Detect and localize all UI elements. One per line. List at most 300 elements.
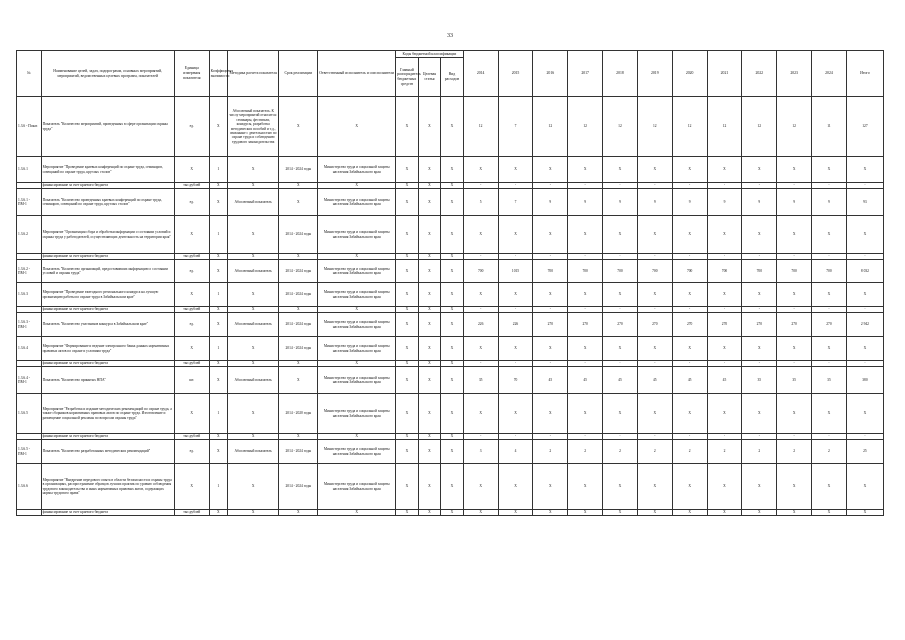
cell-num: 1.3.6.5 [17,394,42,434]
cell-year-value: - [672,434,707,440]
cell-name: Показатель "Количество организаций, предоставивших информацию о состоянии условий и охраны труда" [41,260,174,283]
cell-name: Мероприятие "Формирование и ведение электронного банка данных нормативных правовых актов по охране и условиям труда" [41,337,174,361]
cell-method: X [228,283,279,307]
cell-year-value: - [603,361,638,367]
cell-year-value: - [533,183,568,189]
cell-year-value: 9 [533,189,568,216]
cell-unit: тыс.рублей [174,434,209,440]
cell-name: финансирование за счет краевого бюджета [41,434,174,440]
cell-total: 8 032 [846,260,883,283]
cell-year-value: - [498,254,533,260]
cell-year-value: - [672,254,707,260]
cell-resp: X [318,434,396,440]
cell-name: Показатель "Количество принятых НПА" [41,367,174,394]
cell-year-value: X [777,394,812,434]
cell-year-value: X [742,464,777,510]
cell-year-value: - [742,183,777,189]
cell-name: Показатель "Количество разработанных методических рекомендаций" [41,440,174,464]
cell-c3: X [441,361,464,367]
cell-period: X [279,367,318,394]
cell-year-value: X [707,283,742,307]
cell-year-value: 2 [742,440,777,464]
cell-period: 2014 - 2024 годы [279,157,318,183]
table-row [17,97,884,157]
col-code-grbs: Главный распорядитель бюджетных средств [396,58,419,97]
cell-c1: X [396,337,419,361]
cell-year-value: X [707,337,742,361]
cell-coef: X [209,361,227,367]
cell-c1: X [396,216,419,254]
cell-c3: X [441,254,464,260]
cell-unit: X [174,394,209,434]
cell-year-value: 12 [463,97,498,157]
cell-year-value: X [637,394,672,434]
cell-period: X [279,361,318,367]
cell-year-value: - [707,361,742,367]
table-row [17,313,884,337]
cell-unit: тыс.рублей [174,361,209,367]
cell-name: финансирование за счет краевого бюджета [41,254,174,260]
cell-c3: X [441,307,464,313]
cell-year-value: 270 [707,313,742,337]
cell-resp: Министерство труда и социальной защиты населения Забайкальского края [318,367,396,394]
cell-name: финансирование за счет краевого бюджета [41,361,174,367]
cell-year-value: 9 [812,189,847,216]
cell-year-value: - [812,183,847,189]
cell-year-value: X [603,464,638,510]
cell-year-value: X [498,337,533,361]
cell-c2: X [418,394,441,434]
cell-year-value: - [777,307,812,313]
cell-year-value: X [742,157,777,183]
cell-c2: X [418,97,441,157]
cell-year-value: - [603,307,638,313]
cell-total: X [846,464,883,510]
cell-year-value: X [498,510,533,516]
cell-year-value: 45 [603,367,638,394]
cell-unit: ед. [174,97,209,157]
cell-resp: Министерство труда и социальной защиты населения Забайкальского края [318,394,396,434]
cell-year-value: - [777,434,812,440]
cell-c3: X [441,189,464,216]
cell-method: X [228,464,279,510]
cell-year-value: 9 [672,189,707,216]
cell-method: Абсолютный показатель [228,367,279,394]
cell-year-value: 35 [463,367,498,394]
cell-coef: 1 [209,337,227,361]
cell-num: 1.3.6.3 [17,283,42,307]
cell-year-value: - [568,434,603,440]
cell-year-value: 2 [603,440,638,464]
col-budget-codes: Коды бюджетной классификации [396,51,464,58]
cell-coef: X [209,97,227,157]
cell-total: 127 [846,97,883,157]
cell-year-value: X [603,394,638,434]
cell-year-value: X [637,510,672,516]
cell-year-value: 70 [498,367,533,394]
cell-year-value: - [672,361,707,367]
col-coef: Коэффициент значимости [209,51,227,97]
cell-year-value: X [568,283,603,307]
cell-resp: X [318,307,396,313]
cell-year-value: 9 [777,189,812,216]
cell-year-value: X [777,216,812,254]
table-header [17,51,884,97]
cell-c3: X [441,434,464,440]
cell-year-value: - [498,183,533,189]
cell-resp: X [318,254,396,260]
cell-year-value: 35 [777,367,812,394]
cell-year-value: X [533,337,568,361]
cell-year-value: - [568,254,603,260]
cell-total: - [846,361,883,367]
cell-c1: X [396,283,419,307]
cell-unit: шт. [174,367,209,394]
cell-year-value: 11 [812,97,847,157]
cell-coef: X [209,189,227,216]
cell-c2: X [418,189,441,216]
cell-year-value: X [672,510,707,516]
cell-unit: X [174,216,209,254]
cell-year-value: X [707,464,742,510]
cell-unit: ед. [174,189,209,216]
cell-year-value: X [812,394,847,434]
cell-year-value: X [742,283,777,307]
cell-year-value: X [672,216,707,254]
cell-year-value: - [463,307,498,313]
cell-year-value: 2 [672,440,707,464]
cell-method: X [228,337,279,361]
cell-c3: X [441,216,464,254]
cell-resp: Министерство труда и социальной защиты населения Забайкальского края [318,216,396,254]
cell-resp: Министерство труда и социальной защиты населения Забайкальского края [318,157,396,183]
cell-c3: X [441,313,464,337]
cell-c3: X [441,440,464,464]
cell-name: Показатель "Количество проведенных краевых конференций по охране труда, семинаров, совещаний по охране труда, круглых столов" [41,189,174,216]
col-code-expense: Вид расходов [441,58,464,97]
cell-c3: X [441,367,464,394]
cell-year-value: - [498,434,533,440]
cell-c3: X [441,394,464,434]
cell-year-value: 12 [637,97,672,157]
cell-method: X [228,157,279,183]
cell-unit: тыс.рублей [174,307,209,313]
cell-year-value: X [568,337,603,361]
cell-c1: X [396,97,419,157]
cell-period: X [279,183,318,189]
col-year: 2019 [637,51,672,97]
cell-year-value: X [603,216,638,254]
cell-year-value: - [637,254,672,260]
cell-year-value: 1015 [498,260,533,283]
cell-year-value: - [742,254,777,260]
cell-coef: X [209,434,227,440]
col-year: 2015 [498,51,533,97]
col-year: 2014 [463,51,498,97]
cell-total: 380 [846,367,883,394]
col-unit: Единица измерения показателя [174,51,209,97]
table-row [17,440,884,464]
table-row [17,464,884,510]
col-code-target: Целевая статья [418,58,441,97]
cell-year-value: X [707,394,742,434]
cell-coef: 1 [209,283,227,307]
cell-total: X [846,510,883,516]
cell-c1: X [396,464,419,510]
col-num: № [17,51,42,97]
cell-year-value: X [812,510,847,516]
cell-name: финансирование за счет краевого бюджета [41,510,174,516]
col-year: 2020 [672,51,707,97]
cell-year-value: - [777,361,812,367]
cell-year-value: - [463,434,498,440]
cell-resp: Министерство труда и социальной защиты населения Забайкальского края [318,464,396,510]
cell-method: Абсолютный показатель [228,440,279,464]
cell-c1: X [396,440,419,464]
cell-total: 25 [846,440,883,464]
cell-resp: Министерство труда и социальной защиты населения Забайкальского края [318,189,396,216]
cell-year-value: X [463,394,498,434]
cell-year-value: 7 [498,97,533,157]
cell-period: 2014 - 2024 годы [279,440,318,464]
cell-name: финансирование за счет краевого бюджета [41,307,174,313]
cell-year-value: - [742,307,777,313]
cell-year-value: 35 [742,367,777,394]
cell-year-value: 9 [568,189,603,216]
cell-year-value: 226 [463,313,498,337]
cell-c3: X [441,183,464,189]
cell-coef: 1 [209,394,227,434]
cell-year-value: X [603,510,638,516]
cell-year-value: X [603,157,638,183]
cell-name: Мероприятие "Разработка и издание методических рекомендаций по охране труда, а также сборников нормативных правовых актов по охране труда. Изготовление и размещение социальной рекламы по вопросам охраны труда" [41,394,174,434]
cell-total: X [846,337,883,361]
cell-year-value: - [568,361,603,367]
cell-year-value: X [637,157,672,183]
cell-year-value: X [533,464,568,510]
cell-period: X [279,97,318,157]
cell-year-value: X [637,283,672,307]
cell-c2: X [418,216,441,254]
cell-c2: X [418,337,441,361]
cell-year-value: 12 [672,97,707,157]
cell-year-value: 2 [812,440,847,464]
cell-unit: тыс.рублей [174,254,209,260]
cell-year-value: - [742,434,777,440]
cell-year-value: - [637,361,672,367]
cell-c3: X [441,337,464,361]
cell-year-value: X [777,510,812,516]
cell-c1: X [396,307,419,313]
cell-num: 1.3.6.1 - ПМ-1 [17,189,42,216]
cell-name: финансирование за счет краевого бюджета [41,183,174,189]
cell-year-value: 270 [603,313,638,337]
cell-num [17,510,42,516]
cell-c3: X [441,283,464,307]
cell-year-value: - [568,307,603,313]
cell-coef: X [209,440,227,464]
cell-year-value: - [777,254,812,260]
cell-year-value: 226 [498,313,533,337]
cell-period: 2014 - 2024 годы [279,337,318,361]
cell-name: Мероприятие "Внедрение передового опыта в области безопасности и охраны труда в организациях, распространение образцов лучших практик по уровню соблюдения трудового законодательства и иных нормативных правовых актов, содержащих нормы трудового права" [41,464,174,510]
cell-c2: X [418,367,441,394]
cell-year-value: 45 [637,367,672,394]
col-year: 2017 [568,51,603,97]
cell-unit: ед. [174,440,209,464]
cell-total: X [846,283,883,307]
cell-resp: Министерство труда и социальной защиты населения Забайкальского края [318,337,396,361]
cell-coef: X [209,307,227,313]
cell-year-value: - [533,307,568,313]
cell-year-value: 7 [498,189,533,216]
cell-method: Абсолютный показатель [228,189,279,216]
cell-year-value: X [672,464,707,510]
cell-resp: Министерство труда и социальной защиты населения Забайкальского края [318,313,396,337]
cell-year-value: 700 [707,260,742,283]
cell-period: X [279,254,318,260]
cell-year-value: - [603,254,638,260]
col-year: 2018 [603,51,638,97]
cell-c2: X [418,510,441,516]
cell-year-value: - [707,183,742,189]
cell-num: 1.3.6.4 [17,337,42,361]
cell-year-value: 2 [533,440,568,464]
cell-coef: X [209,510,227,516]
cell-resp: Министерство труда и социальной защиты населения Забайкальского края [318,283,396,307]
cell-coef: X [209,254,227,260]
cell-period: X [279,307,318,313]
cell-num: 1.3.6.2 [17,216,42,254]
cell-year-value: X [672,157,707,183]
cell-period: 2014 - 2024 годы [279,313,318,337]
cell-method: X [228,394,279,434]
cell-num: 1.3.6.6 [17,464,42,510]
cell-c2: X [418,157,441,183]
cell-year-value: - [463,361,498,367]
cell-year-value: - [742,361,777,367]
cell-year-value: X [742,337,777,361]
cell-c3: X [441,97,464,157]
cell-year-value: 700 [463,260,498,283]
cell-year-value: X [777,337,812,361]
cell-unit: тыс.рублей [174,510,209,516]
cell-year-value: 270 [812,313,847,337]
cell-total: 93 [846,189,883,216]
cell-year-value: 12 [568,97,603,157]
cell-method: X [228,183,279,189]
cell-coef: X [209,260,227,283]
cell-year-value: 12 [603,97,638,157]
cell-c1: X [396,157,419,183]
page-number: 33 [447,33,453,39]
col-total: Итого [846,51,883,97]
cell-year-value: 35 [812,367,847,394]
cell-year-value: X [533,216,568,254]
cell-year-value: X [498,283,533,307]
cell-total: X [846,157,883,183]
cell-year-value: 3 [463,440,498,464]
cell-c1: X [396,254,419,260]
cell-c2: X [418,183,441,189]
cell-name: Показатель "Количество мероприятий, проведенных в сфере организации охраны труда" [41,97,174,157]
cell-unit: ед. [174,313,209,337]
cell-year-value: 45 [672,367,707,394]
cell-year-value: 9 [637,189,672,216]
cell-year-value: 2 [777,440,812,464]
cell-year-value: - [533,361,568,367]
cell-year-value: X [707,216,742,254]
cell-year-value: 270 [777,313,812,337]
cell-year-value: - [603,434,638,440]
cell-year-value: - [637,307,672,313]
cell-year-value: 270 [533,313,568,337]
cell-year-value: 12 [777,97,812,157]
cell-year-value: X [777,283,812,307]
cell-year-value: X [742,394,777,434]
cell-year-value: X [463,283,498,307]
cell-c2: X [418,434,441,440]
cell-year-value: X [463,510,498,516]
table-row [17,283,884,307]
cell-c1: X [396,183,419,189]
cell-year-value: X [498,464,533,510]
cell-unit: X [174,337,209,361]
table-row [17,394,884,434]
cell-num: 1.3.6.1 [17,157,42,183]
cell-method: X [228,434,279,440]
cell-year-value: 45 [568,367,603,394]
cell-c3: X [441,510,464,516]
cell-year-value: X [463,337,498,361]
cell-year-value: X [707,510,742,516]
cell-year-value: X [812,283,847,307]
cell-year-value: 700 [742,260,777,283]
cell-name: Мероприятие "Проведение ежегодного регионального конкурса на лучшую организацию работы по охране труда в Забайкальском крае" [41,283,174,307]
cell-year-value: X [777,464,812,510]
cell-total: - [846,307,883,313]
cell-year-value: X [812,157,847,183]
cell-year-value: X [812,464,847,510]
cell-year-value: 700 [672,260,707,283]
cell-year-value: 270 [672,313,707,337]
cell-year-value: - [707,254,742,260]
col-year: 2022 [742,51,777,97]
cell-year-value: 12 [533,97,568,157]
cell-c1: X [396,394,419,434]
cell-year-value: X [568,510,603,516]
cell-year-value: - [812,254,847,260]
cell-year-value: - [498,307,533,313]
cell-c2: X [418,283,441,307]
cell-c1: X [396,361,419,367]
cell-year-value: X [533,157,568,183]
cell-method: Абсолютный показатель [228,313,279,337]
cell-year-value: 700 [603,260,638,283]
cell-method: Абсолютный показатель. К числу мероприятий относится: семинары, фестивали, конкурсы, разработка методических пособий и т.д., связанные с деятельностью по охране труда и соблюдению трудового законодательства [228,97,279,157]
col-year: 2021 [707,51,742,97]
cell-method: X [228,510,279,516]
cell-year-value: X [463,216,498,254]
cell-year-value: 12 [742,97,777,157]
col-responsible: Ответственный исполнитель и соисполнители [318,51,396,97]
cell-c1: X [396,367,419,394]
cell-year-value: - [568,183,603,189]
cell-period: 2014 - 2024 годы [279,283,318,307]
cell-year-value: - [812,434,847,440]
cell-num: 1.3.6.3 - ПМ-1 [17,313,42,337]
cell-year-value: X [742,510,777,516]
